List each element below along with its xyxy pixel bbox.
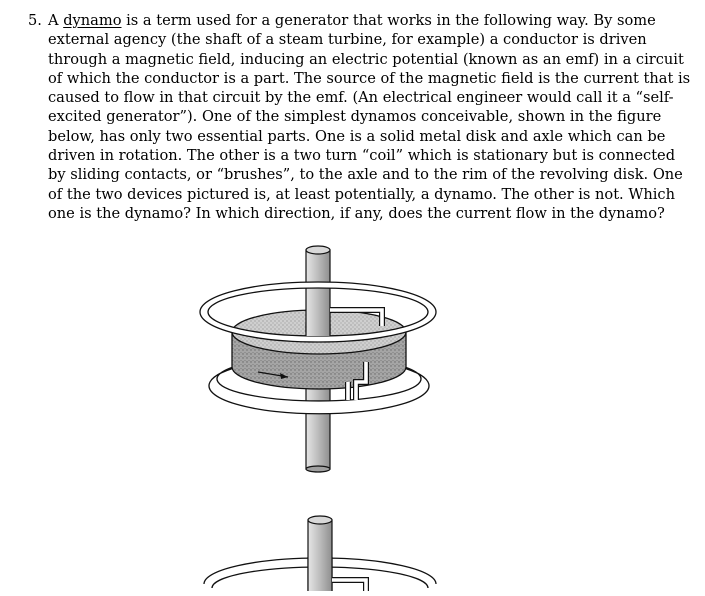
device-b — [204, 516, 436, 591]
problem-number: 5. — [28, 12, 42, 29]
problem-5 — [28, 11, 691, 223]
brush-axle-b — [332, 580, 366, 591]
problem-line-1: A dynamo is a term used for a generator that works in the following way. By some — [48, 12, 656, 29]
problem-line-7: below, has only two essential parts. One is a solid metal disk and axle which can be — [48, 127, 666, 145]
problem-line-4: of which the conductor is a part. The source of the magnetic field is the current that is — [48, 69, 691, 87]
device-a — [200, 246, 436, 472]
axle-upper-a — [306, 250, 330, 332]
axle-lower-a — [306, 387, 330, 469]
dynamo-figure — [170, 232, 470, 591]
problem-line-5: caused to flow in that circuit by the emf. (An electrical engineer would call it a “self- — [48, 89, 674, 107]
problem-line-11: one is the dynamo? In which direction, if any, does the current flow in the dynamo? — [48, 204, 665, 222]
axle-top-a — [306, 246, 330, 254]
problem-line-2: external agency (the shaft of a steam turbine, for example) a conductor is driven — [48, 31, 647, 49]
problem-line-8: driven in rotation. The other is a two turn “coil” which is stationary but is connected — [48, 147, 676, 165]
axle-top-b — [308, 516, 332, 524]
term-dynamo: dynamo — [63, 12, 122, 29]
problem-line-6: excited generator”). One of the simplest dynamos conceivable, shown in the figure — [48, 108, 662, 126]
problem-line-10: of the two devices pictured is, at least potentially, a dynamo. The other is not. Which — [48, 185, 675, 203]
dynamo-figure-svg — [170, 232, 470, 591]
problem-line-3: through a magnetic field, inducing an electric potential (known as an emf) in a circuit — [48, 50, 684, 68]
problem-line-9: by sliding contacts, or “brushes”, to the axle and to the rim of the revolving disk. One — [48, 166, 683, 184]
